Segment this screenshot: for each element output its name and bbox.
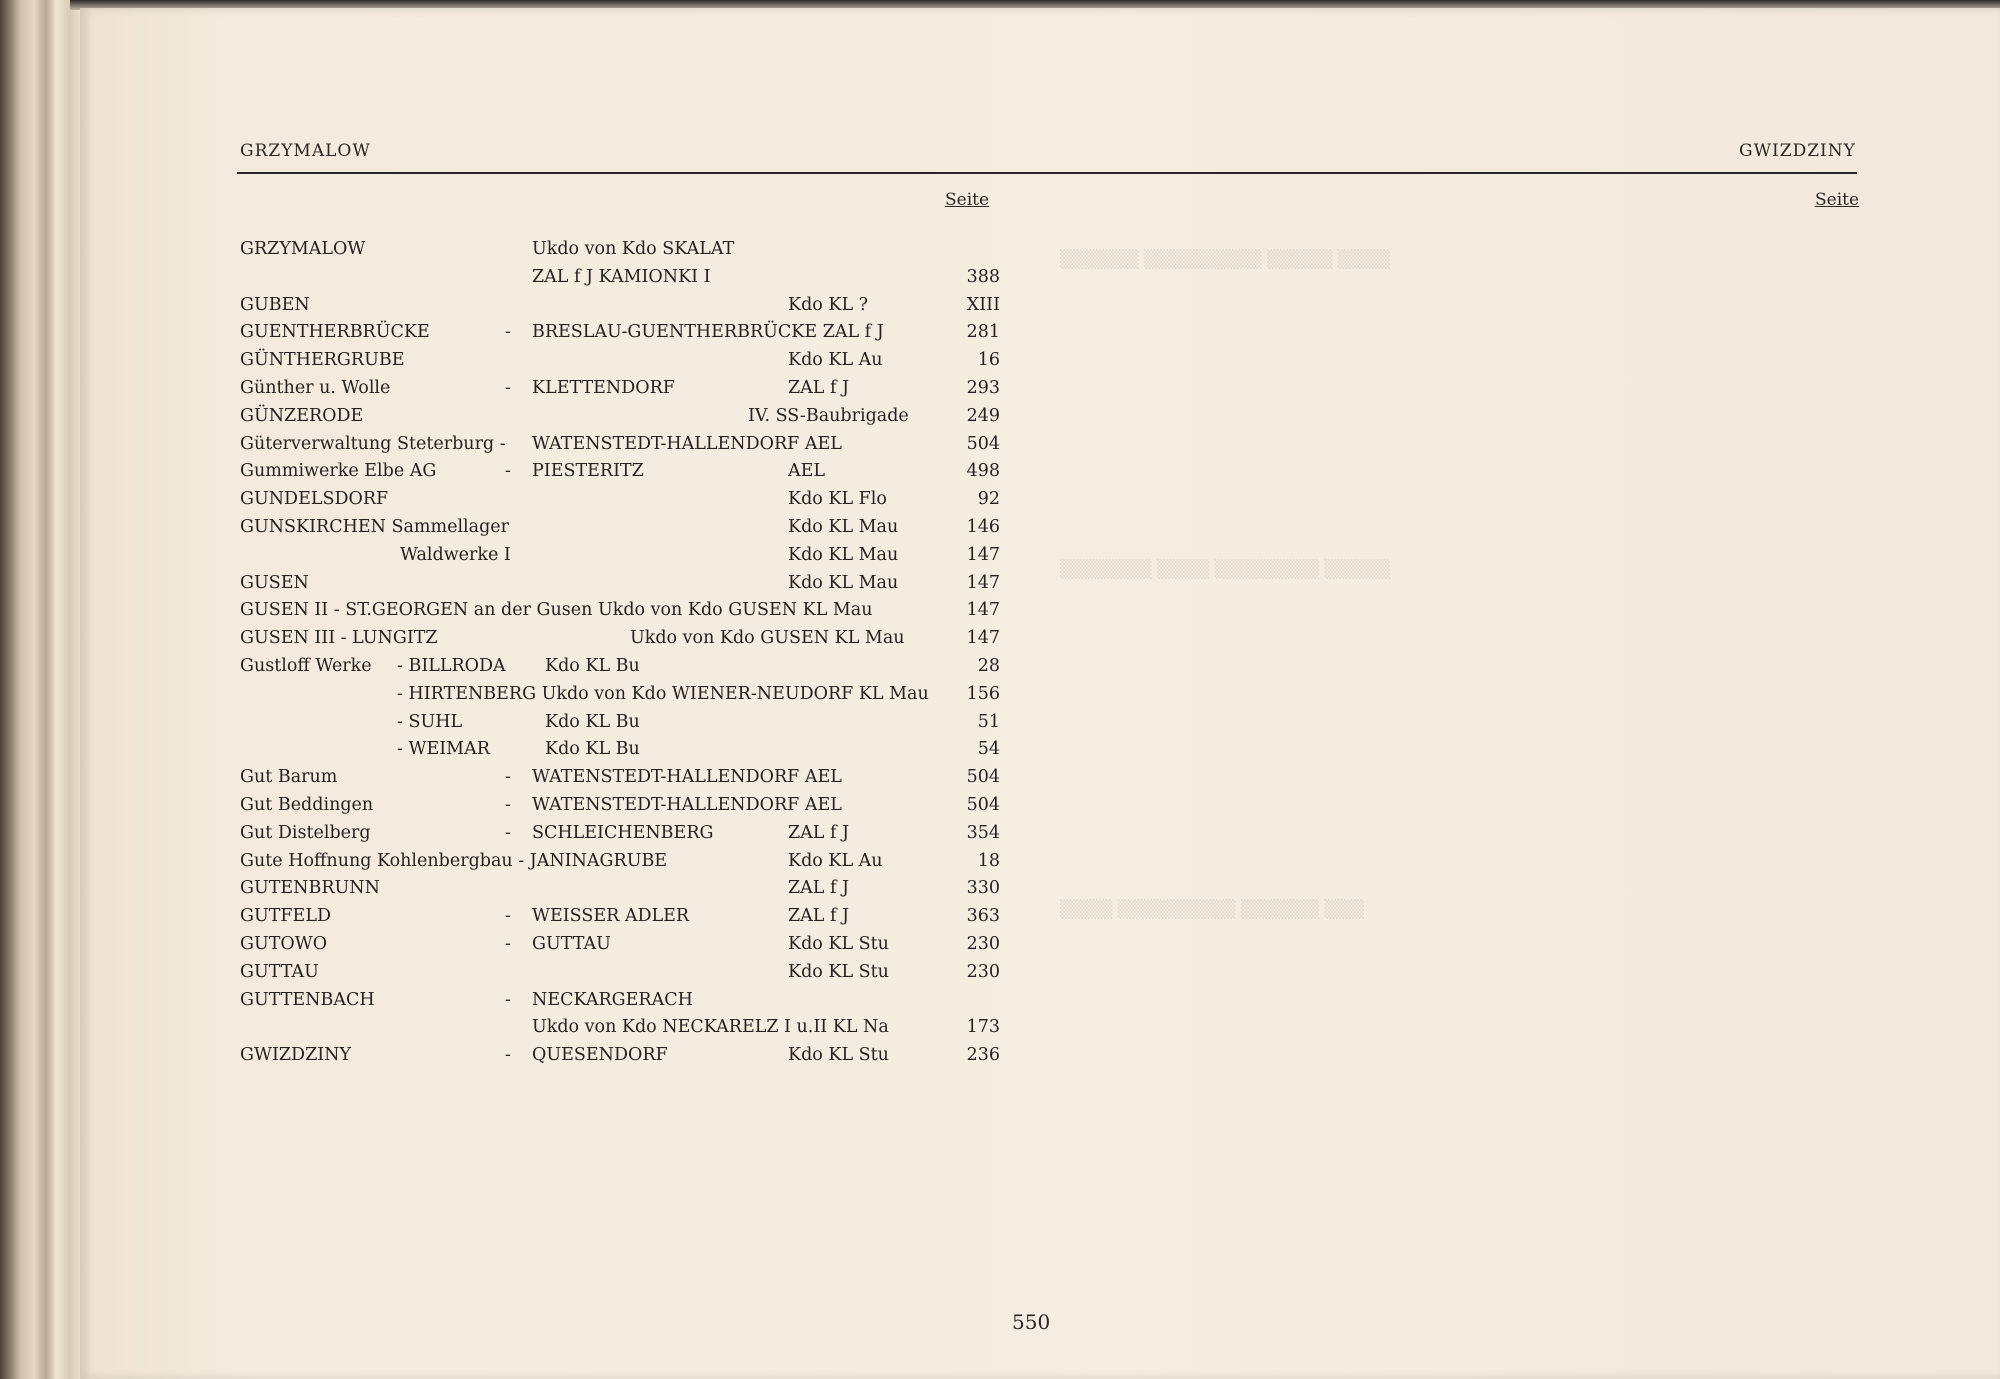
entry-text-b: Waldwerke I bbox=[400, 545, 511, 565]
entry-text-b: - BILLRODA bbox=[397, 656, 506, 676]
entry-text-d: Kdo KL Au bbox=[788, 350, 883, 370]
entry-text-b: - bbox=[505, 461, 511, 481]
entry-text-c: NECKARGERACH bbox=[532, 990, 693, 1010]
entry-page-ref: 504 bbox=[966, 795, 1000, 815]
entry-text-d: Kdo KL Flo bbox=[788, 489, 887, 509]
page-number: 550 bbox=[1012, 1310, 1051, 1334]
entry-page-ref: 249 bbox=[966, 406, 1000, 426]
entry-text-c: WATENSTEDT-HALLENDORF AEL bbox=[532, 767, 842, 787]
entry-text-d: AEL bbox=[788, 461, 826, 481]
entry-text-b: - bbox=[505, 934, 511, 954]
entry-text-a: Gut Barum bbox=[240, 767, 338, 787]
entry-text-c: Ukdo von Kdo NECKARELZ I u.II KL Na bbox=[532, 1017, 889, 1037]
entry-text-d: ZAL f J bbox=[788, 906, 850, 926]
entry-text-d: Kdo KL Stu bbox=[788, 934, 889, 954]
book-spine bbox=[0, 0, 92, 1379]
entry-text-a: GUTENBRUNN bbox=[240, 878, 380, 898]
entry-page-ref: 147 bbox=[966, 628, 1000, 648]
entry-page-ref: 147 bbox=[966, 545, 1000, 565]
entry-text-a: GUNDELSDORF bbox=[240, 489, 389, 509]
entry-text-c: Kdo KL Bu bbox=[545, 712, 640, 732]
entry-page-ref: 504 bbox=[966, 434, 1000, 454]
entry-text-c: Ukdo von Kdo SKALAT bbox=[532, 239, 735, 259]
entry-text-c: Ukdo von Kdo GUSEN KL Mau bbox=[630, 628, 905, 648]
entry-text-c: Kdo KL Bu bbox=[545, 739, 640, 759]
entry-page-ref: 330 bbox=[966, 878, 1000, 898]
entry-text-b: - bbox=[505, 378, 511, 398]
entry-page-ref: 230 bbox=[966, 962, 1000, 982]
entry-text-a: GUTOWO bbox=[240, 934, 328, 954]
entry-text-c: GUTTAU bbox=[532, 934, 611, 954]
entry-text-c: QUESENDORF bbox=[532, 1045, 668, 1065]
entry-page-ref: 388 bbox=[966, 267, 1000, 287]
entry-text-a: GÜNZERODE bbox=[240, 406, 364, 426]
entry-text-a: GUTFELD bbox=[240, 906, 331, 926]
entry-text-b: - bbox=[505, 1045, 511, 1065]
entry-text-d: Kdo KL Mau bbox=[788, 573, 899, 593]
entry-text-c: ZAL f J KAMIONKI I bbox=[532, 267, 711, 287]
entry-text-a: Günther u. Wolle bbox=[240, 378, 391, 398]
entry-text-c: PIESTERITZ bbox=[532, 461, 644, 481]
entry-text-b: - HIRTENBERG Ukdo von Kdo WIENER-NEUDORF KL Mau bbox=[397, 684, 929, 704]
entry-text-a: GUSEN II - ST.GEORGEN an der Gusen Ukdo von Kdo GUSEN KL Mau bbox=[240, 600, 873, 620]
seite-column-header-left: Seite bbox=[945, 190, 990, 210]
entry-page-ref: 147 bbox=[966, 573, 1000, 593]
entry-text-d: ZAL f J bbox=[788, 823, 850, 843]
entry-page-ref: 230 bbox=[966, 934, 1000, 954]
entry-text-a: GUTTAU bbox=[240, 962, 319, 982]
entry-page-ref: 28 bbox=[977, 656, 1000, 676]
seite-column-header-right: Seite bbox=[1815, 190, 1860, 210]
entry-text-a: GUNSKIRCHEN Sammellager bbox=[240, 517, 510, 537]
entry-page-ref: 92 bbox=[977, 489, 1000, 509]
entry-text-d: Kdo KL ? bbox=[788, 295, 869, 315]
entry-page-ref: 147 bbox=[966, 600, 1000, 620]
entry-text-d: Kdo KL Mau bbox=[788, 545, 899, 565]
entry-text-d: Kdo KL Stu bbox=[788, 962, 889, 982]
entry-text-c: KLETTENDORF bbox=[532, 378, 675, 398]
entry-page-ref: 18 bbox=[977, 851, 1000, 871]
entry-text-a: Gute Hoffnung Kohlenbergbau - JANINAGRUBE bbox=[240, 851, 668, 871]
entry-text-a: GUTTENBACH bbox=[240, 990, 375, 1010]
entry-page-ref: 173 bbox=[966, 1017, 1000, 1037]
entry-text-c: Kdo KL Bu bbox=[545, 656, 640, 676]
entry-text-a: GUSEN bbox=[240, 573, 309, 593]
entry-page-ref: 363 bbox=[966, 906, 1000, 926]
entry-text-a: Güterverwaltung Steterburg - bbox=[240, 434, 506, 454]
entry-text-d: ZAL f J bbox=[788, 378, 850, 398]
entry-text-b: - bbox=[505, 823, 511, 843]
entry-text-b: - bbox=[505, 906, 511, 926]
entry-text-a: Gummiwerke Elbe AG bbox=[240, 461, 437, 481]
entry-text-a: GÜNTHERGRUBE bbox=[240, 350, 405, 370]
entry-page-ref: 293 bbox=[966, 378, 1000, 398]
entry-text-b: - bbox=[505, 990, 511, 1010]
entry-text-c: WATENSTEDT-HALLENDORF AEL bbox=[532, 795, 842, 815]
entry-page-ref: 281 bbox=[966, 322, 1000, 342]
entry-text-a: Gustloff Werke bbox=[240, 656, 372, 676]
entry-text-c: WATENSTEDT-HALLENDORF AEL bbox=[532, 434, 842, 454]
entry-text-a: GUSEN III - LUNGITZ bbox=[240, 628, 438, 648]
entry-text-c: WEISSER ADLER bbox=[532, 906, 690, 926]
entry-page-ref: 236 bbox=[966, 1045, 1000, 1065]
entry-text-a: GUBEN bbox=[240, 295, 310, 315]
entry-text-b: - WEIMAR bbox=[397, 739, 490, 759]
entry-text-d: Kdo KL Mau bbox=[788, 517, 899, 537]
entry-text-c: SCHLEICHENBERG bbox=[532, 823, 714, 843]
running-header-left: GRZYMALOW bbox=[240, 141, 371, 161]
entry-page-ref: 146 bbox=[966, 517, 1000, 537]
show-through-text: ▒▒▒▒▒▒▒ ▒▒▒▒ ▒▒▒▒▒▒▒▒ ▒▒▒▒▒ bbox=[1060, 560, 1390, 580]
show-through-text: ▒▒▒▒▒▒ ▒▒▒▒▒▒▒▒▒ ▒▒▒▒▒ ▒▒▒▒ bbox=[1060, 250, 1390, 270]
entry-page-ref: 54 bbox=[977, 739, 1000, 759]
entry-text-b: - bbox=[505, 795, 511, 815]
entry-text-a: Gut Beddingen bbox=[240, 795, 374, 815]
entry-page-ref: 51 bbox=[977, 712, 1000, 732]
entry-text-a: GUENTHERBRÜCKE bbox=[240, 322, 430, 342]
header-rule bbox=[237, 172, 1857, 174]
entry-text-b: - bbox=[505, 767, 511, 787]
entry-text-a: GRZYMALOW bbox=[240, 239, 366, 259]
entry-page-ref: XIII bbox=[966, 295, 1000, 315]
entry-text-d: Kdo KL Stu bbox=[788, 1045, 889, 1065]
entry-text-b: - SUHL bbox=[397, 712, 463, 732]
book-page bbox=[80, 8, 2000, 1379]
entry-page-ref: 354 bbox=[966, 823, 1000, 843]
running-header-right: GWIZDZINY bbox=[1739, 141, 1856, 161]
show-through-text: ▒▒▒▒ ▒▒▒▒▒▒▒▒▒ ▒▒▒▒▒▒ ▒▒▒ bbox=[1060, 900, 1364, 920]
entry-text-a: Gut Distelberg bbox=[240, 823, 371, 843]
entry-text-d: Kdo KL Au bbox=[788, 851, 883, 871]
entry-text-d: ZAL f J bbox=[788, 878, 850, 898]
entry-page-ref: 16 bbox=[977, 350, 1000, 370]
entry-page-ref: 504 bbox=[966, 767, 1000, 787]
entry-text-a: GWIZDZINY bbox=[240, 1045, 352, 1065]
entry-page-ref: 156 bbox=[966, 684, 1000, 704]
entry-text-c: BRESLAU-GUENTHERBRÜCKE ZAL f J bbox=[532, 322, 884, 342]
entry-page-ref: 498 bbox=[966, 461, 1000, 481]
entry-text-b: - bbox=[505, 322, 511, 342]
entry-text-d: IV. SS-Baubrigade bbox=[748, 406, 909, 426]
